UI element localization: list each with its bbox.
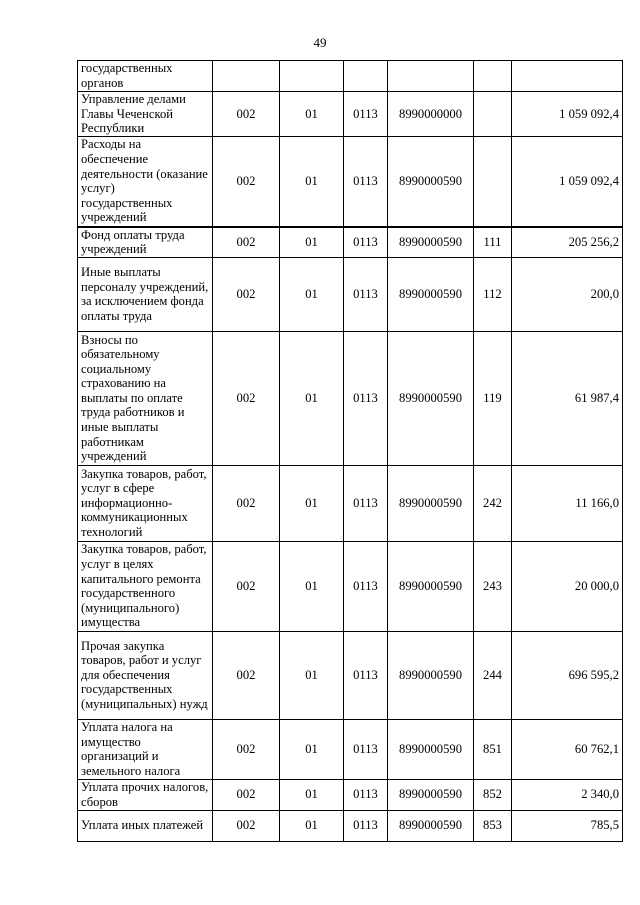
- subsection-code: 0113: [344, 719, 388, 779]
- admin-code: 002: [213, 810, 280, 841]
- expense-type-code: 119: [474, 331, 512, 465]
- expense-type-code: 853: [474, 810, 512, 841]
- admin-code: 002: [213, 779, 280, 810]
- amount: 696 595,2: [512, 631, 623, 719]
- expense-type-code: 244: [474, 631, 512, 719]
- expense-type-code: 111: [474, 227, 512, 258]
- admin-code: 002: [213, 227, 280, 258]
- subsection-code: 0113: [344, 227, 388, 258]
- row-name: Уплата иных платежей: [78, 810, 213, 841]
- subsection-code: 0113: [344, 810, 388, 841]
- subsection-code: 0113: [344, 631, 388, 719]
- table-row: [78, 541, 623, 631]
- amount: 20 000,0: [512, 541, 623, 631]
- budget-table: [77, 60, 623, 842]
- target-code: 8990000590: [388, 631, 474, 719]
- table-row: [78, 779, 623, 810]
- subsection-code: 0113: [344, 137, 388, 227]
- table-row: [78, 61, 623, 92]
- admin-code: 002: [213, 257, 280, 331]
- expense-type-code: [474, 61, 512, 92]
- admin-code: 002: [213, 541, 280, 631]
- expense-type-code: 852: [474, 779, 512, 810]
- expense-type-code: 242: [474, 465, 512, 541]
- admin-code: 002: [213, 331, 280, 465]
- row-name: Уплата прочих налогов, сборов: [78, 779, 213, 810]
- table-row: [78, 331, 623, 465]
- section-code: [280, 61, 344, 92]
- amount: 205 256,2: [512, 227, 623, 258]
- section-code: 01: [280, 779, 344, 810]
- section-code: 01: [280, 227, 344, 258]
- target-code: [388, 61, 474, 92]
- subsection-code: 0113: [344, 257, 388, 331]
- target-code: 8990000590: [388, 227, 474, 258]
- row-name: государственных органов: [78, 61, 213, 92]
- page-number: 49: [313, 35, 327, 50]
- section-code: 01: [280, 719, 344, 779]
- section-code: 01: [280, 92, 344, 137]
- amount: 1 059 092,4: [512, 92, 623, 137]
- table-row: [78, 227, 623, 258]
- row-name: Прочая закупка товаров, работ и услуг для обеспечения государственных (муниципальных) нужд: [78, 631, 213, 719]
- expense-type-code: 851: [474, 719, 512, 779]
- subsection-code: [344, 61, 388, 92]
- target-code: 8990000590: [388, 257, 474, 331]
- table-row: [78, 465, 623, 541]
- expense-type-code: [474, 92, 512, 137]
- subsection-code: 0113: [344, 92, 388, 137]
- target-code: 8990000000: [388, 92, 474, 137]
- section-code: 01: [280, 257, 344, 331]
- row-name: Расходы на обеспечение деятельности (оказание услуг) государственных учреждений: [78, 137, 213, 227]
- table-row: [78, 137, 623, 227]
- admin-code: 002: [213, 631, 280, 719]
- amount: [512, 61, 623, 92]
- admin-code: [213, 61, 280, 92]
- admin-code: 002: [213, 719, 280, 779]
- target-code: 8990000590: [388, 810, 474, 841]
- subsection-code: 0113: [344, 779, 388, 810]
- amount: 11 166,0: [512, 465, 623, 541]
- expense-type-code: [474, 137, 512, 227]
- amount: 61 987,4: [512, 331, 623, 465]
- subsection-code: 0113: [344, 331, 388, 465]
- target-code: 8990000590: [388, 137, 474, 227]
- section-code: 01: [280, 810, 344, 841]
- amount: 60 762,1: [512, 719, 623, 779]
- section-code: 01: [280, 465, 344, 541]
- row-name: Управление делами Главы Чеченской Республики: [78, 92, 213, 137]
- subsection-code: 0113: [344, 541, 388, 631]
- target-code: 8990000590: [388, 779, 474, 810]
- target-code: 8990000590: [388, 465, 474, 541]
- subsection-code: 0113: [344, 465, 388, 541]
- amount: 200,0: [512, 257, 623, 331]
- table-row: [78, 257, 623, 331]
- section-code: 01: [280, 137, 344, 227]
- amount: 1 059 092,4: [512, 137, 623, 227]
- target-code: 8990000590: [388, 331, 474, 465]
- expense-type-code: 112: [474, 257, 512, 331]
- admin-code: 002: [213, 465, 280, 541]
- section-code: 01: [280, 541, 344, 631]
- section-code: 01: [280, 631, 344, 719]
- target-code: 8990000590: [388, 541, 474, 631]
- row-name: Закупка товаров, работ, услуг в сфере информационно-коммуникационных технологий: [78, 465, 213, 541]
- admin-code: 002: [213, 137, 280, 227]
- amount: 785,5: [512, 810, 623, 841]
- section-code: 01: [280, 331, 344, 465]
- table-row: [78, 92, 623, 137]
- admin-code: 002: [213, 92, 280, 137]
- row-name: Фонд оплаты труда учреждений: [78, 227, 213, 258]
- table-row: [78, 631, 623, 719]
- row-name: Уплата налога на имущество организаций и земельного налога: [78, 719, 213, 779]
- expense-type-code: 243: [474, 541, 512, 631]
- table-row: [78, 810, 623, 841]
- row-name: Взносы по обязательному социальному страхованию на выплаты по оплате труда работников и иные выплаты работникам учреждений: [78, 331, 213, 465]
- row-name: Закупка товаров, работ, услуг в целях капитального ремонта государственного (муниципального) имущества: [78, 541, 213, 631]
- row-name: Иные выплаты персоналу учреждений, за исключением фонда оплаты труда: [78, 257, 213, 331]
- amount: 2 340,0: [512, 779, 623, 810]
- table-row: [78, 719, 623, 779]
- target-code: 8990000590: [388, 719, 474, 779]
